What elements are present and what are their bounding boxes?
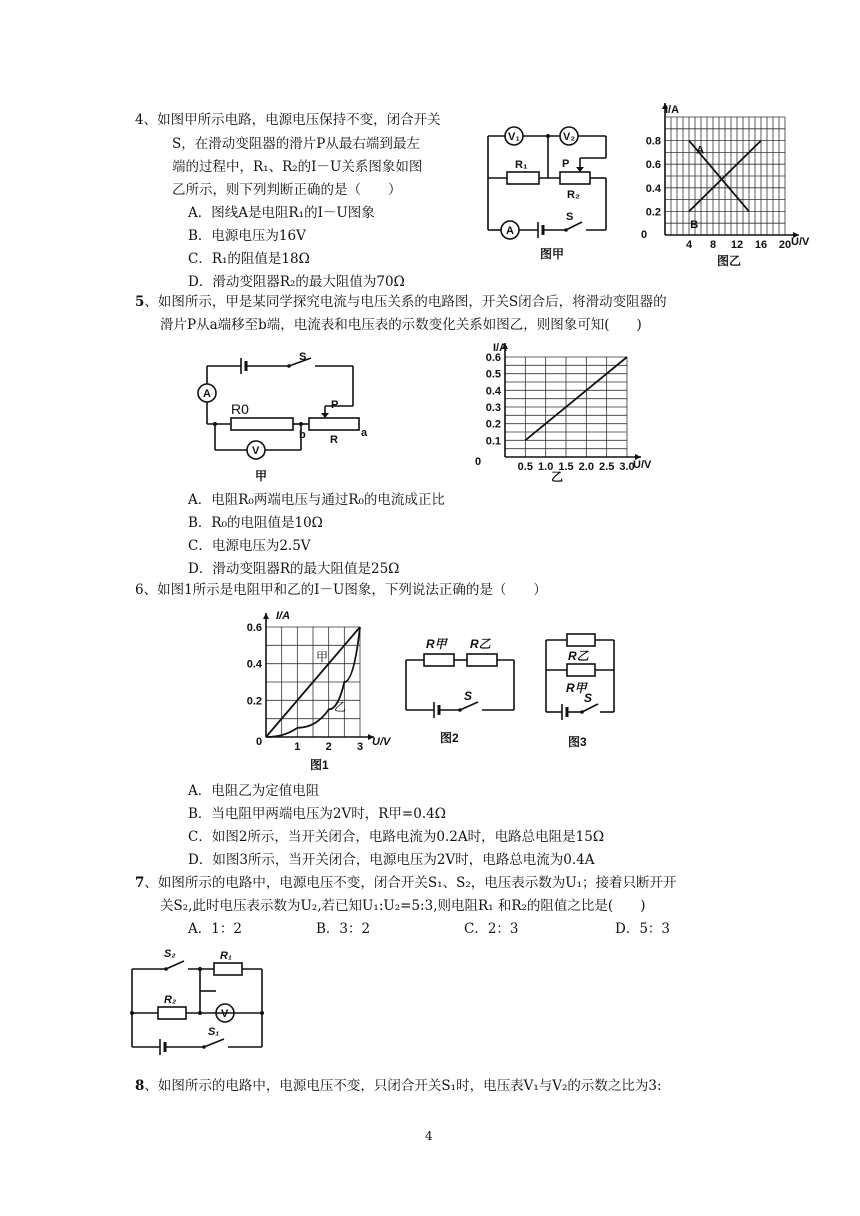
q6-fig3-diagram xyxy=(540,630,620,750)
q7-option-d: D．5：3 xyxy=(615,921,671,937)
q5-chart-x-tick: 1.0 xyxy=(538,461,554,473)
q4-chart-y-tick: 0.4 xyxy=(645,182,661,195)
q6-chart xyxy=(238,605,398,775)
q6-chart-origin: 0 xyxy=(256,736,263,748)
q4-option-d: D．滑动变阻器R₂的最大阻值为70Ω xyxy=(188,274,405,290)
q6-chart-y-tick: 0.2 xyxy=(246,695,262,708)
q4-ammeter-label: A xyxy=(506,225,514,237)
q4-chart-y-tick: 0.8 xyxy=(645,135,661,148)
q6-chart-y-tick: 0.4 xyxy=(246,658,262,671)
q6-fig2-s-label: S xyxy=(464,689,473,703)
q5-fig-a-caption: 甲 xyxy=(255,469,268,483)
q5-chart-caption: 乙 xyxy=(551,470,564,484)
q5-line-1-text: 、如图所示，甲是某同学探究电流与电压关系的电路图，开关S闭合后，将滑动变阻器的 xyxy=(144,294,667,310)
q4-r2-label: R₂ xyxy=(567,189,580,201)
q4-chart-x-tick: 16 xyxy=(754,239,768,251)
q6-chart-y-arrow xyxy=(263,613,269,619)
q6-series-jia-label: 甲 xyxy=(316,650,329,664)
q5-ammeter-label: A xyxy=(203,388,211,400)
q5-chart xyxy=(465,337,675,487)
q4-line-4: 乙所示，则下列判断正确的是（ ） xyxy=(172,182,402,198)
q4-option-b: B．电源电压为16V xyxy=(188,228,306,244)
q5-r-label: R xyxy=(330,434,338,446)
q6-fig2-r-yi-label: R乙 xyxy=(470,637,491,651)
q4-line-1: 4、如图甲所示电路，电源电压保持不变，闭合开关 xyxy=(135,112,441,128)
q4-switch-label: S xyxy=(566,211,574,223)
q5-chart-x-tick: 2.0 xyxy=(578,461,594,473)
q7-r2-label: R₂ xyxy=(164,994,177,1006)
q4-r1-label: R₁ xyxy=(515,159,528,171)
q5-number: 5 xyxy=(135,294,145,310)
q5-option-b: B．R₀的电阻值是10Ω xyxy=(188,515,323,531)
q5-chart-xlabel: U/V xyxy=(633,459,652,471)
q4-series-a-label: A xyxy=(696,144,705,157)
q6-option-a: A．电阻乙为定值电阻 xyxy=(188,783,320,799)
q7-r1-label: R₁ xyxy=(220,950,232,962)
q6-fig2-diagram xyxy=(400,630,520,750)
q7-line-1-text: 、如图所示的电路中，电源电压不变，闭合开关S₁、S₂，电压表示数为U₁；接着只断开开 xyxy=(144,875,677,891)
q5-r0-label: R0 xyxy=(231,401,249,417)
q4-option-a: A．图线A是电阻R₁的I－U图象 xyxy=(188,205,375,221)
q4-line-2: S，在滑动变阻器的滑片P从最右端到最左 xyxy=(172,136,420,152)
q4-chart-x-tick: 12 xyxy=(730,239,744,251)
q4-p-label: P xyxy=(562,158,570,170)
q5-chart-y-tick: 0.2 xyxy=(485,418,501,431)
q5-chart-origin: 0 xyxy=(475,456,482,468)
q8-number: 8 xyxy=(135,1078,145,1094)
q6-chart-x-tick: 2 xyxy=(325,741,332,753)
q6-option-d: D．如图3所示，当开关闭合，电源电压为2V时，电路总电流为0.4A xyxy=(188,852,595,868)
q5-chart-y-tick: 0.1 xyxy=(485,435,501,448)
q7-line-1 xyxy=(135,873,677,893)
q7-option-a: A．1：2 xyxy=(188,921,242,937)
q7-number: 7 xyxy=(135,875,145,891)
q5-chart-y-tick: 0.3 xyxy=(485,402,501,414)
q5-chart-x-tick: 1.5 xyxy=(558,461,574,473)
q6-fig3-r-yi-label: R乙 xyxy=(568,649,589,663)
q5-option-a: A．电阻R₀两端电压与通过R₀的电流成正比 xyxy=(188,492,445,508)
q6-fig3-caption: 图3 xyxy=(568,735,587,749)
q7-s1-label: S₁ xyxy=(208,1026,220,1038)
q5-a-label: a xyxy=(361,427,368,439)
q4-v1-label: V₁ xyxy=(508,131,520,143)
q8-line-1 xyxy=(135,1076,662,1096)
q4-chart-y-tick: 0.2 xyxy=(645,206,661,219)
q8-line-1-text: 、如图所示的电路中，电源电压不变，只闭合开关S₁时，电压表V₁与V₂的示数之比为3: xyxy=(144,1078,662,1094)
q4-chart xyxy=(643,95,813,275)
q5-option-c: C．电源电压为2.5V xyxy=(188,538,311,554)
q6-chart-x-tick: 3 xyxy=(356,741,364,753)
q6-fig3-r-jia-label: R甲 xyxy=(566,681,587,695)
q4-chart-x-tick: 20 xyxy=(778,239,792,251)
q4-v2-label: V₂ xyxy=(563,131,576,143)
q7-s2-label: S₂ xyxy=(164,948,176,960)
q4-line-3: 端的过程中，R₁、R₂的I－U关系图象如图 xyxy=(172,159,423,175)
q5-chart-y-tick: 0.5 xyxy=(485,368,501,381)
q5-line-1 xyxy=(135,292,667,312)
q5-chart-x-tick: 3.0 xyxy=(619,461,635,473)
q4-chart-ylabel: I/A xyxy=(665,104,680,116)
q4-chart-y-tick: 0.6 xyxy=(645,159,661,172)
q4-chart-caption: 图乙 xyxy=(717,254,742,268)
q4-circuit-diagram xyxy=(482,122,622,262)
q5-line-2: 滑片P从a端移至b端，电流表和电压表的示数变化关系如图乙，则图象可知( ) xyxy=(160,317,642,333)
q5-s-label: S xyxy=(299,351,307,363)
q4-chart-xlabel: U/V xyxy=(791,236,810,248)
q5-voltmeter-label: V xyxy=(252,445,260,457)
q6-chart-caption: 图1 xyxy=(310,758,329,772)
q4-option-c: C．R₁的阻值是18Ω xyxy=(188,251,310,267)
q6-fig3-s-label: S xyxy=(584,691,593,705)
q6-chart-xlabel: U/V xyxy=(372,736,391,748)
q6-chart-ylabel: I/A xyxy=(276,610,291,622)
q6-chart-y-tick: 0.6 xyxy=(246,622,262,634)
q5-circuit-diagram xyxy=(195,348,370,488)
q6-fig2-caption: 图2 xyxy=(440,731,459,745)
q6-option-c: C．如图2所示，当开关闭合，电路电流为0.2A时，电路总电阻是15Ω xyxy=(188,829,605,845)
q7-circuit-diagram xyxy=(128,945,268,1065)
q5-chart-y-tick: 0.6 xyxy=(485,352,501,364)
q4-fig-a-caption: 图甲 xyxy=(540,247,565,261)
q4-chart-origin: 0 xyxy=(641,229,648,241)
q4-series-b-label: B xyxy=(690,218,699,231)
q6-series-yi-label: 乙 xyxy=(334,700,347,714)
page-number: 4 xyxy=(425,1129,433,1143)
q6-line-1: 6、如图1所示是电阻甲和乙的I－U图象，下列说法正确的是（ ） xyxy=(135,582,547,598)
q6-fig2-r-jia-label: R甲 xyxy=(426,637,447,651)
q7-option-b: B．3：2 xyxy=(316,921,371,937)
q4-chart-x-tick: 8 xyxy=(709,239,717,251)
q5-chart-x-tick: 0.5 xyxy=(517,461,533,473)
q6-option-b: B．当电阻甲两端电压为2V时，R甲=0.4Ω xyxy=(188,806,446,822)
q5-chart-y-tick: 0.4 xyxy=(485,385,501,398)
q5-chart-ylabel: I/A xyxy=(493,342,508,354)
q4-chart-x-tick: 4 xyxy=(685,239,693,251)
q5-chart-x-tick: 2.5 xyxy=(599,461,615,473)
q6-chart-x-tick: 1 xyxy=(294,741,301,753)
q7-voltmeter-label: V xyxy=(221,1008,229,1020)
q5-b-label: b xyxy=(299,429,306,441)
q5-option-d: D．滑动变阻器R的最大阻值是25Ω xyxy=(188,561,400,577)
q7-option-c: C．2：3 xyxy=(464,921,519,937)
q5-p-label: P xyxy=(331,399,339,411)
q7-line-2: 关S₂,此时电压表示数为U₂,若已知U₁:U₂=5:3,则电阻R₁ 和R₂的阻值之比是( ) xyxy=(160,898,646,914)
